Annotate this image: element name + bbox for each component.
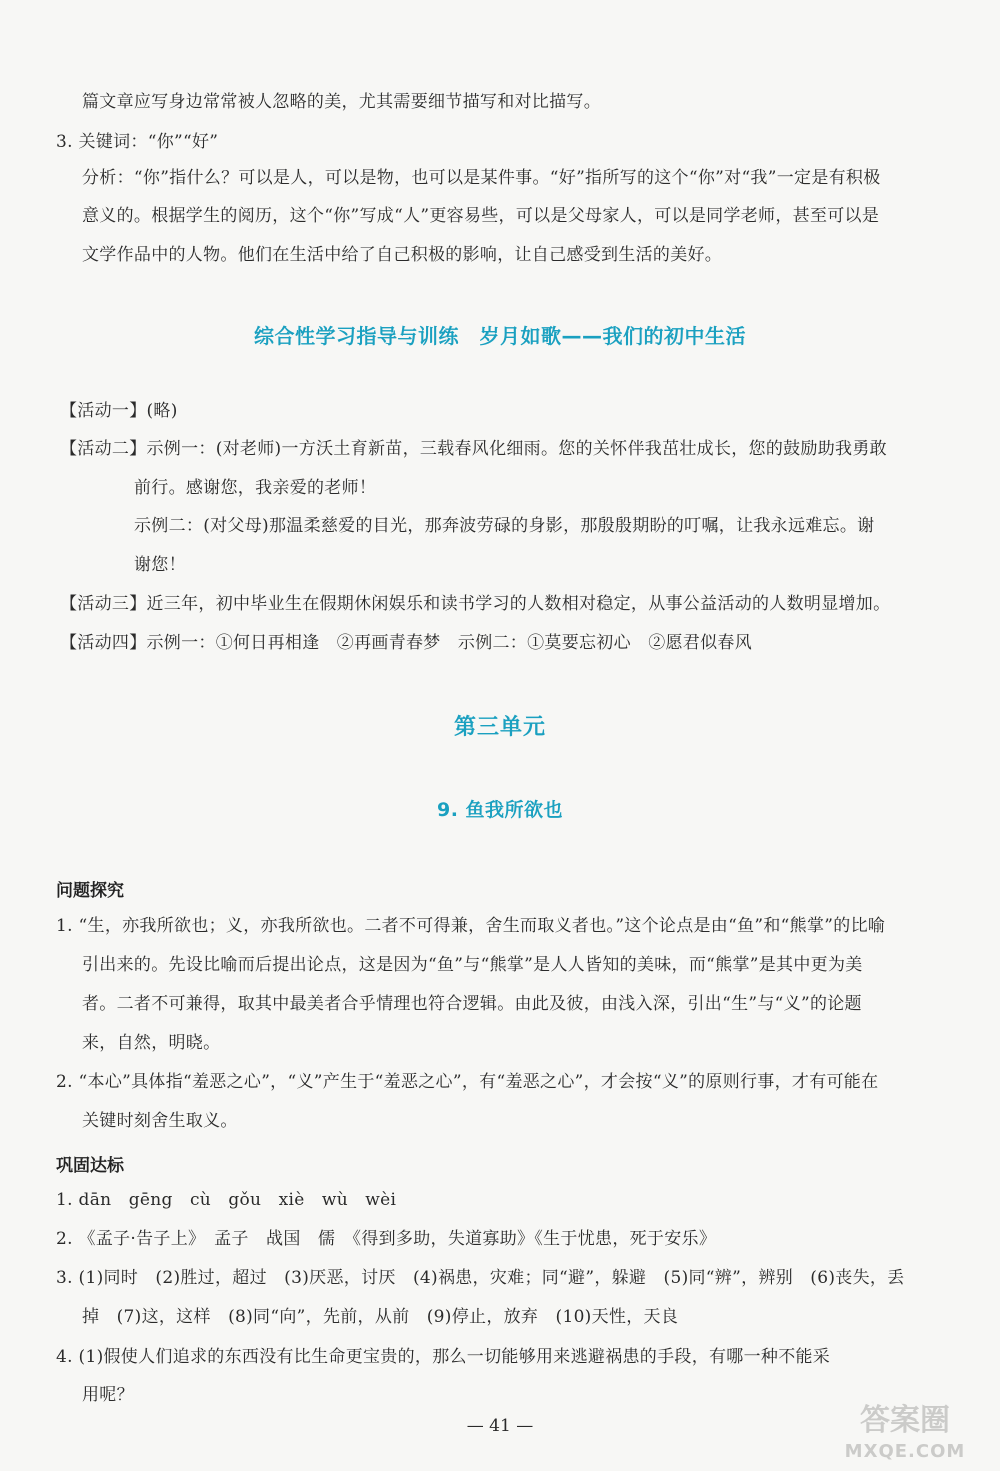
text-line: 3. (1)同时 (2)胜过，超过 (3)厌恶，讨厌 (4)祸患，灾难；同“避”，躲避 (5)同“辨”，辨别 (6)丧失，丢 [56,1268,905,1288]
text-line: 来，自然，明晓。 [82,1033,221,1053]
text-line: 引出来的。先设比喻而后提出论点，这是因为“鱼”与“熊掌”是人人皆知的美味，而“熊掌”是其中更为美 [82,955,863,975]
section-heading: 问题探究 [56,881,124,901]
text-line: 2. 《孟子·告子上》 孟子 战国 儒 《得到多助，失道寡助》《生于忧患，死于安乐》 [56,1229,717,1249]
text-line: 2. “本心”具体指“羞恶之心”，“义”产生于“羞恶之心”，有“羞恶之心”，才会按“义”的原则行事，才有可能在 [56,1072,879,1092]
text-line: 关键时刻舍生取义。 [82,1111,238,1131]
lesson-title: 9. 鱼我所欲也 [436,799,564,821]
activity-line: 前行。感谢您，我亲爱的老师！ [134,478,377,498]
text-line: 用呢？ [82,1385,134,1405]
watermark-url: MXQE.COM [844,1441,966,1462]
text-line: 掉 (7)这，这样 (8)同“向”，先前，从前 (9)停止，放弃 (10)天性，天良 [82,1307,679,1327]
activity-line: 【活动三】近三年，初中毕业生在假期休闲娱乐和读书学习的人数相对稳定，从事公益活动的人数明显增加。 [60,594,891,614]
text-line: 意义的。根据学生的阅历，这个“你”写成“人”更容易些，可以是父母家人，可以是同学老师，甚至可以是 [82,206,880,226]
page-number: — 41 — [466,1416,534,1436]
text-line: 1. “生，亦我所欲也；义，亦我所欲也。二者不可得兼，舍生而取义者也。”这个论点是由“鱼”和“熊掌”的比喻 [56,916,886,936]
text-line: 文学作品中的人物。他们在生活中给了自己积极的影响，让自己感受到生活的美好。 [82,245,723,265]
text-line: 篇文章应写身边常常被人忽略的美，尤其需要细节描写和对比描写。 [82,92,601,112]
activity-line: 【活动一】(略) [60,401,178,421]
activity-line: 示例二：(对父母)那温柔慈爱的目光，那奔波劳碌的身影，那殷殷期盼的叮嘱，让我永远难忘。谢 [134,516,875,536]
text-line: 分析：“你”指什么？可以是人，可以是物，也可以是某件事。“好”指所写的这个“你”对“我”一定是有积极 [82,168,881,188]
text-line: 4. (1)假使人们追求的东西没有比生命更宝贵的，那么一切能够用来逃避祸患的手段，有哪一种不能采 [56,1347,831,1367]
section-title: 综合性学习指导与训练 岁月如歌——我们的初中生活 [254,324,746,348]
text-line: 者。二者不可兼得，取其中最美者合乎情理也符合逻辑。由此及彼，由浅入深，引出“生”与“义”的论题 [82,994,862,1014]
watermark-text: 答案圈 [860,1403,950,1438]
section-heading: 巩固达标 [56,1156,124,1176]
activity-line: 谢您！ [134,555,186,575]
text-line: 3. 关键词：“你”“好” [56,132,219,152]
unit-title: 第三单元 [453,715,546,740]
watermark-logo [830,1395,980,1465]
activity-line: 【活动二】示例一：(对老师)一方沃土育新苗，三载春风化细雨。您的关怀伴我茁壮成长，您的鼓励助我勇敢 [60,439,887,459]
text-line: 1. dān gēng cù gǒu xiè wù wèi [56,1190,397,1210]
activity-line: 【活动四】示例一：①何日再相逢 ②再画青春梦 示例二：①莫要忘初心 ②愿君似春风 [60,633,752,653]
